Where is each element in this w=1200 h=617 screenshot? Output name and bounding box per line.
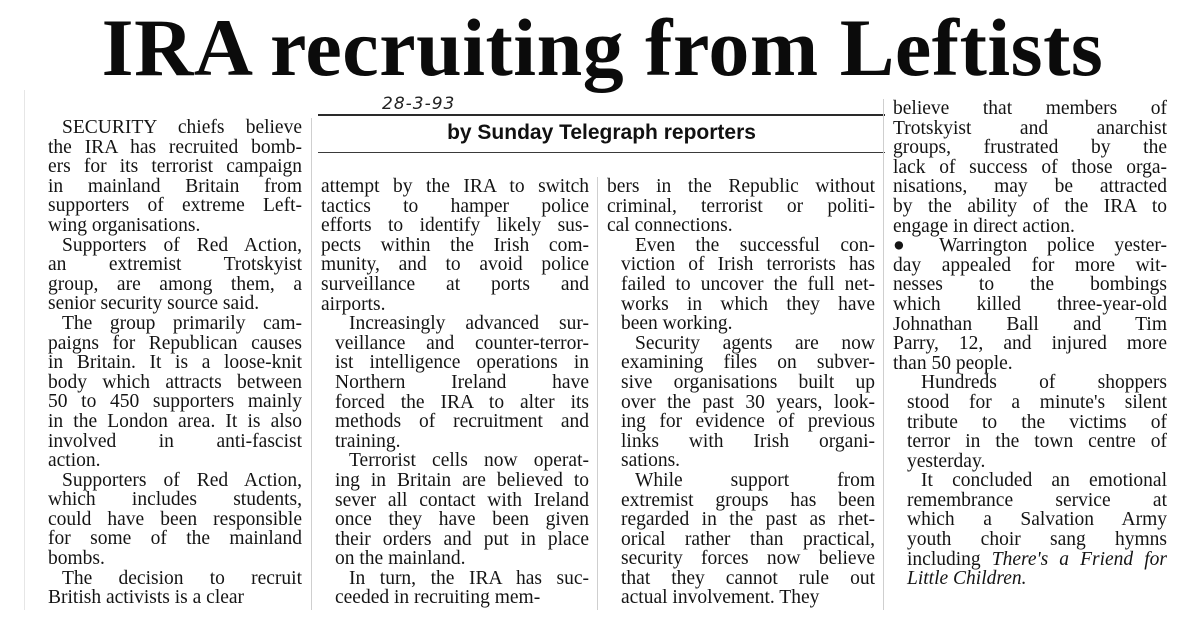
article-line: yesterday. <box>907 450 986 472</box>
article-line: efforts to identify likely sus- <box>321 215 589 237</box>
article-line: ing for evidence of previous <box>621 411 875 433</box>
article-line: lack of success of those orga- <box>893 156 1167 178</box>
article-line: ing in Britain are believed to <box>335 469 589 491</box>
article-line: Northern Ireland have <box>335 371 589 393</box>
article-line: remembrance service at <box>907 489 1167 511</box>
article-line: their orders and put in place <box>335 528 589 550</box>
article-column-4 <box>893 99 1167 589</box>
article-line: day appealed for more wit- <box>893 254 1167 276</box>
article-line: 50 to 450 supporters mainly <box>48 391 302 413</box>
article-line: believe that members of <box>893 98 1167 119</box>
page-edge <box>24 90 25 610</box>
article-line: The group primarily cam- <box>62 312 302 334</box>
column-divider <box>597 177 598 610</box>
article-line: orical rather than practical, <box>621 528 875 550</box>
article-line: that they cannot rule out <box>621 567 875 589</box>
article-line: group, are among them, a <box>48 273 302 295</box>
article-line: Security agents are now <box>635 332 875 354</box>
article-line: pects within the Irish com- <box>321 234 589 256</box>
article-line: sive organisations built up <box>621 371 875 393</box>
article-line: body which attracts between <box>48 371 302 393</box>
byline: by Sunday Telegraph reporters <box>318 116 885 153</box>
article-line: involved in anti-fascist <box>48 430 302 452</box>
article-line: by the ability of the IRA to <box>893 195 1167 217</box>
article-line: ers for its terrorist campaign <box>48 156 302 178</box>
article-line: criminal, terrorist or politi- <box>607 195 875 217</box>
article-line: failed to uncover the full net- <box>621 273 875 295</box>
article-line: While support from <box>635 469 875 491</box>
article-line: ceeded in recruiting mem- <box>335 587 541 609</box>
article-line: which killed three-year-old <box>893 293 1167 315</box>
article-paragraph <box>34 569 302 608</box>
article-line: veillance and counter-terror- <box>335 332 589 354</box>
article-paragraph <box>34 471 302 569</box>
headline: IRA recruiting from Leftists <box>101 2 1104 93</box>
article-paragraph <box>607 334 875 471</box>
article-line: sations. <box>621 450 681 472</box>
article-line: engage in direct action. <box>893 215 1075 237</box>
article-line: in mainland Britain from <box>48 175 302 197</box>
article-line: Even the successful con- <box>635 234 875 256</box>
article-line: regarded in the past as rhet- <box>621 509 875 531</box>
article-line: for some of the mainland <box>48 528 302 550</box>
article-line: paigns for Republican causes <box>48 332 302 354</box>
article-line: works in which they have <box>621 293 875 315</box>
article-line: nisations, may be attracted <box>893 176 1167 198</box>
article-paragraph <box>34 236 302 314</box>
article-line: extremist groups has been <box>621 489 875 511</box>
article-line: action. <box>48 450 101 472</box>
article-paragraph <box>893 471 1167 589</box>
article-line: could have been responsible <box>48 508 302 530</box>
article-line: Terrorist cells now operat- <box>349 450 589 472</box>
article-line: actual involvement. They <box>621 587 820 609</box>
article-line: tactics to hamper police <box>321 195 589 217</box>
article-line: Little Children. <box>907 568 1027 590</box>
article-line: cal connections. <box>607 215 733 237</box>
article-line: supporters of extreme Left- <box>48 195 302 217</box>
article-line: Hundreds of shoppers <box>921 372 1167 394</box>
article-line: groups, frustrated by the <box>893 137 1167 159</box>
article-line: than 50 people. <box>893 352 1013 374</box>
article-line: ● Warrington police yester- <box>893 235 1167 257</box>
article-line: In turn, the IRA has suc- <box>349 567 589 589</box>
article-line: terror in the town centre of <box>907 431 1167 453</box>
article-line: an extremist Trotskyist <box>48 254 302 276</box>
article-line: viction of Irish terrorists has <box>621 254 875 276</box>
article-line: on the mainland. <box>335 548 466 570</box>
article-paragraph <box>321 314 589 451</box>
article-paragraph <box>893 373 1167 471</box>
article-line: Trotskyist and anarchist <box>893 117 1167 139</box>
article-line: once they have been given <box>335 509 589 531</box>
article-line: links with Irish organi- <box>621 430 875 452</box>
column-divider <box>883 99 884 610</box>
handwritten-date: 28-3-93 <box>382 94 456 114</box>
article-line: tribute to the victims of <box>907 411 1167 433</box>
article-line: British activists is a clear <box>48 587 245 609</box>
article-line: bombs. <box>48 548 105 570</box>
article-line: nesses to the bombings <box>893 274 1167 296</box>
article-line: examining files on subver- <box>621 352 875 374</box>
article-line: The decision to recruit <box>62 567 302 589</box>
article-line: Parry, 12, and injured more <box>893 333 1167 355</box>
article-line: methods of recruitment and <box>335 411 589 433</box>
article-column-3 <box>607 177 875 608</box>
article-line: in Britain. It is a loose-knit <box>48 352 302 374</box>
article-paragraph <box>893 236 1167 373</box>
article-paragraph <box>607 177 875 236</box>
article-paragraph <box>34 314 302 471</box>
article-line: been working. <box>621 313 733 335</box>
article-line: which a Salvation Army <box>907 509 1167 531</box>
article-paragraph <box>607 236 875 334</box>
article-line: bers in the Republic without <box>607 176 875 197</box>
article-line: over the past 30 years, look- <box>621 391 875 413</box>
article-line: forced the IRA to alter its <box>335 391 589 413</box>
article-column-1 <box>34 118 302 608</box>
article-paragraph <box>607 471 875 608</box>
article-line: attempt by the IRA to switch <box>321 176 589 197</box>
article-line: airports. <box>321 293 386 315</box>
article-line: It concluded an emotional <box>921 470 1167 492</box>
article-paragraph <box>321 569 589 608</box>
article-line: including There's a Friend for <box>907 548 1167 570</box>
article-line: which includes students, <box>48 489 302 511</box>
article-line: senior security source said. <box>48 293 260 315</box>
article-line: sever all contact with Ireland <box>335 489 589 511</box>
article-line: in the London area. It is also <box>48 410 302 432</box>
article-column-2 <box>321 177 589 608</box>
article-line: youth choir sang hymns <box>907 529 1167 551</box>
article-paragraph <box>893 99 1167 236</box>
article-line: Supporters of Red Action, <box>62 234 302 256</box>
article-line: SECURITY chiefs believe <box>62 117 302 138</box>
article-line: ist intelligence operations in <box>335 352 589 374</box>
article-line: Johnathan Ball and Tim <box>893 313 1167 335</box>
article-paragraph <box>34 118 302 236</box>
article-paragraph <box>321 451 589 569</box>
article-line: stood for a minute's silent <box>907 391 1167 413</box>
article-line: munity, and to avoid police <box>321 254 589 276</box>
article-line: wing organisations. <box>48 214 201 236</box>
article-line: surveillance at ports and <box>321 273 589 295</box>
article-line: Supporters of Red Action, <box>62 469 302 491</box>
article-line: training. <box>335 430 401 452</box>
column-divider <box>311 118 312 610</box>
article-line: Increasingly advanced sur- <box>349 313 589 335</box>
article-line: security forces now believe <box>621 548 875 570</box>
article-paragraph <box>321 177 589 314</box>
article-line: the IRA has recruited bomb- <box>48 136 302 158</box>
